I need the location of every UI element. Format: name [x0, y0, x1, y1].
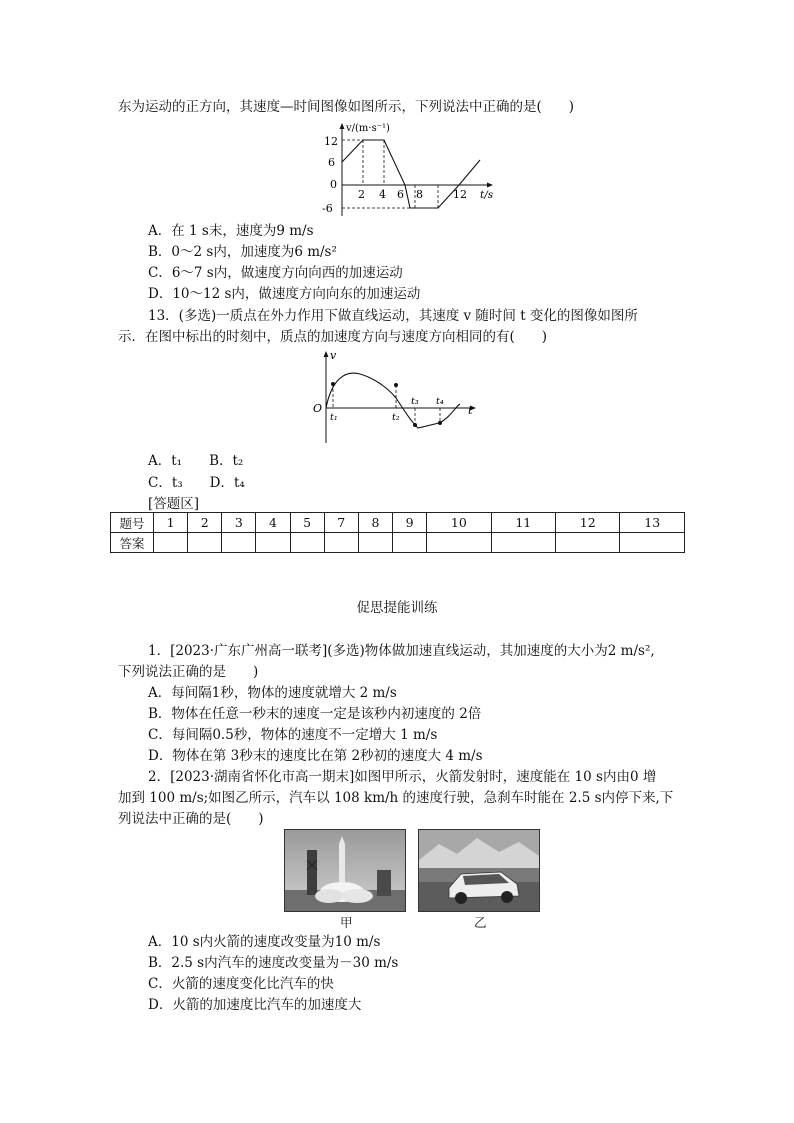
p2-option-a: A．10 s内火箭的速度改变量为10 m/s: [148, 934, 381, 950]
q13-stem-line1: 13．(多选)一质点在外力作用下做直线运动，其速度 v 随时间 t 变化的图像如图所: [148, 308, 638, 324]
q13-options-row2: C．t₃ D．t₄: [148, 475, 245, 491]
p1-option-b: B．物体在任意一秒末的速度一定是该秒内初速度的 2倍: [148, 706, 482, 722]
y-tick-6: 6: [328, 156, 335, 169]
qnum-cell: 1: [154, 513, 188, 533]
q12-option-b: B．0～2 s内，加速度为6 m/s²: [148, 244, 337, 260]
answer-cell[interactable]: [491, 533, 555, 553]
p1-stem-line1: 1．[2023·广东广州高一联考](多选)物体做加速直线运动，其加速度的大小为2 m/s²,: [148, 643, 655, 659]
answer-cell[interactable]: [620, 533, 685, 553]
y-tick-0: 0: [330, 178, 337, 191]
q13-vt-graph: [308, 348, 483, 446]
answer-table-header-row: [111, 513, 685, 533]
q12-option-d: D．10～12 s内，做速度方向向东的加速运动: [148, 286, 421, 302]
p2-option-d: D．火箭的加速度比汽车的加速度大: [148, 997, 362, 1013]
q13-stem-line2: 示．在图中标出的时刻中，质点的加速度方向与速度方向相同的有( ): [118, 329, 548, 345]
car-photo: [418, 829, 540, 912]
mark-t1: t₁: [330, 412, 338, 423]
point-t3: [413, 423, 417, 427]
q12-option-c: C．6～7 s内，做速度方向向西的加速运动: [148, 265, 403, 281]
mark-t2: t₂: [392, 412, 400, 423]
point-t2: [394, 383, 398, 387]
answer-cell[interactable]: [188, 533, 222, 553]
qnum-cell: 10: [427, 513, 491, 533]
answer-cell[interactable]: [154, 533, 188, 553]
answer-cell[interactable]: [358, 533, 392, 553]
section-title: 促思提能训练: [356, 600, 438, 616]
qnum-cell: 2: [188, 513, 222, 533]
header-label: 题号: [111, 513, 154, 533]
p2-option-c: C．火箭的速度变化比汽车的快: [148, 976, 334, 992]
qnum-cell: 13: [620, 513, 685, 533]
answer-cell[interactable]: [256, 533, 290, 553]
qnum-cell: 9: [392, 513, 426, 533]
p1-option-a: A．每间隔1秒，物体的速度就增大 2 m/s: [148, 685, 397, 701]
answer-cell[interactable]: [324, 533, 358, 553]
qnum-cell: 3: [222, 513, 256, 533]
x-axis-arrow: [487, 183, 493, 188]
answer-label: 答案: [111, 533, 154, 553]
caption-left: 甲: [340, 915, 353, 930]
qnum-cell: 7: [324, 513, 358, 533]
caption-right: 乙: [474, 915, 487, 930]
p1-option-c: C．每间隔0.5秒，物体的速度不一定增大 1 m/s: [148, 727, 438, 743]
mark-t3: t₃: [411, 396, 419, 407]
q13-options-row1: A．t₁ B．t₂: [148, 453, 244, 469]
point-t1: [331, 382, 335, 386]
point-t4: [438, 421, 442, 425]
p1-stem-line2: 下列说法正确的是 ): [118, 664, 259, 680]
y-axis-label: v: [330, 349, 337, 362]
answer-cell[interactable]: [556, 533, 620, 553]
q12-stem: 东为运动的正方向，其速度—时间图像如图所示，下列说法中正确的是( ): [118, 99, 575, 115]
x-tick-4: 4: [379, 188, 386, 201]
answer-area-label: [答题区]: [148, 496, 200, 512]
q12-vt-graph: [320, 120, 500, 220]
answer-cell[interactable]: [222, 533, 256, 553]
x-axis-label: t: [468, 404, 473, 417]
p2-stem-line2: 加到 100 m/s;如图乙所示，汽车以 108 km/h 的速度行驶，急刹车时能在 2.5 s内停下来,下: [118, 790, 674, 806]
x-tick-2: 2: [358, 188, 365, 201]
qnum-cell: 5: [290, 513, 324, 533]
x-tick-6: 6: [397, 188, 404, 201]
qnum-cell: 4: [256, 513, 290, 533]
mark-t4: t₄: [436, 396, 444, 407]
answer-cell[interactable]: [427, 533, 491, 553]
y-axis-arrow: [340, 123, 345, 129]
x-tick-12: 12: [453, 188, 467, 201]
x-axis-label: t/s: [480, 189, 494, 201]
answer-cell[interactable]: [290, 533, 324, 553]
qnum-cell: 11: [491, 513, 555, 533]
x-tick-8: 8: [416, 188, 423, 201]
answer-table-answer-row: [111, 533, 685, 553]
p2-stem-line3: 列说法中正确的是( ): [118, 811, 264, 827]
rocket-launch-photo: [284, 829, 406, 912]
y-axis-label: v/(m·s⁻¹): [346, 123, 390, 134]
p1-option-d: D．物体在第 3秒末的速度比在第 2秒初的速度大 4 m/s: [148, 748, 483, 764]
p2-option-b: B．2.5 s内汽车的速度改变量为－30 m/s: [148, 955, 399, 971]
p2-stem-line1: 2．[2023·湖南省怀化市高一期末]如图甲所示，火箭发射时，速度能在 10 s内由0 增: [148, 769, 657, 785]
origin-label: O: [313, 402, 323, 415]
qnum-cell: 8: [358, 513, 392, 533]
q12-option-a: A．在 1 s末，速度为9 m/s: [148, 223, 314, 239]
y-tick-neg6: -6: [322, 202, 333, 215]
y-axis-arrow: [324, 351, 329, 357]
answer-table: [110, 512, 685, 553]
answer-cell[interactable]: [392, 533, 426, 553]
qnum-cell: 12: [556, 513, 620, 533]
y-tick-12: 12: [324, 135, 338, 148]
